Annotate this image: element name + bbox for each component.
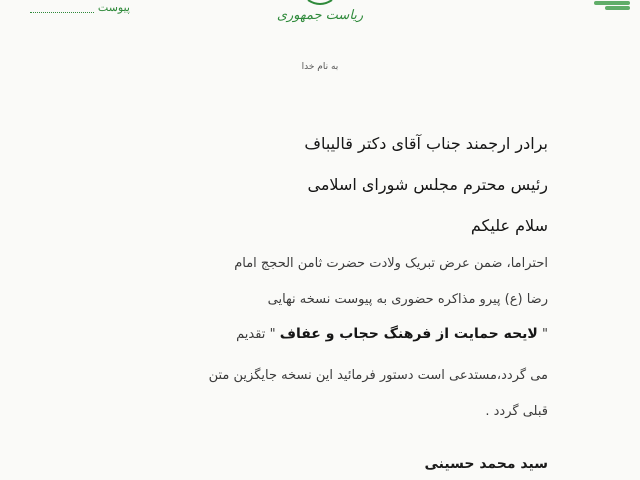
letterhead xyxy=(268,0,372,32)
bismillah: به نام خدا xyxy=(301,62,339,72)
quote-open: " xyxy=(542,327,548,342)
paragraph-line-3-tail: تقدیم xyxy=(236,327,266,342)
greeting: سلام علیکم xyxy=(470,216,548,235)
letterhead-mark xyxy=(594,0,630,10)
salutation-line-1: برادر ارجمند جناب آقای دکتر قالیباف xyxy=(304,134,548,153)
bill-title: لایحه حمایت از فرهنگ حجاب و عفاف xyxy=(279,326,538,342)
attachment-label: پیوست xyxy=(97,1,130,14)
attachment-dotted-line xyxy=(30,12,94,13)
quote-close: " xyxy=(269,327,276,342)
paragraph-line-2: رضا (ع) پیرو مذاکره حضوری به پیوست نسخه نهایی xyxy=(267,292,548,307)
paragraph-line-4: می گردد،مستدعی است دستور فرمائید این نسخه جایگزین متن xyxy=(208,368,548,383)
signature-name: سید محمد حسینی xyxy=(424,456,548,472)
attachment-field xyxy=(30,0,130,22)
paragraph-line-3 xyxy=(78,326,548,342)
salutation-line-2: رئیس محترم مجلس شورای اسلامی xyxy=(307,175,548,194)
emblem-icon xyxy=(306,0,334,6)
letterhead-title: ریاست جمهوری xyxy=(276,8,364,23)
paragraph-line-5: قبلی گردد . xyxy=(485,404,548,419)
paragraph-line-1: احتراما، ضمن عرض تبریک ولادت حضرت ثامن الحجج امام xyxy=(234,256,548,271)
